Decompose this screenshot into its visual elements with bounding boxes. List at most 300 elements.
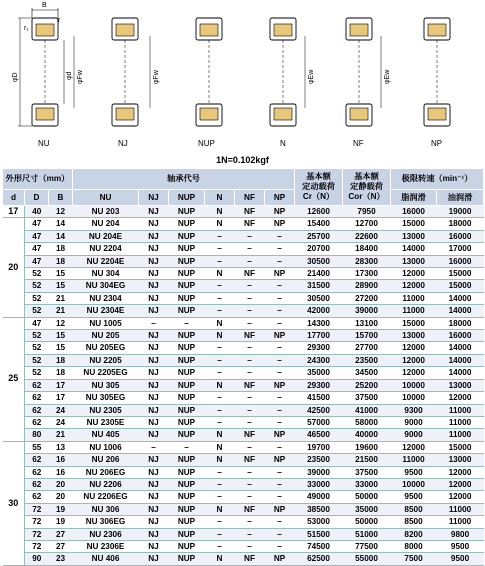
- cell-nf: –: [235, 416, 265, 428]
- cell-n: N: [205, 429, 235, 441]
- cell-cr: 20700: [295, 243, 343, 255]
- cell-grease: 13000: [391, 230, 437, 242]
- caption-nu: NU: [38, 139, 50, 148]
- cell-grease: 12000: [391, 342, 437, 354]
- table-row: [3, 528, 484, 540]
- bearing-section-diagrams: [0, 0, 485, 160]
- cell-cor: 41000: [343, 404, 391, 416]
- table-row: [3, 454, 484, 466]
- cell-np: NP: [265, 330, 295, 342]
- cell-grease: 11000: [391, 292, 437, 304]
- cell-nu: NU 204E: [73, 230, 139, 242]
- label-b: B: [42, 2, 47, 9]
- cell-nup: NUP: [169, 466, 205, 478]
- cell-n: –: [205, 354, 235, 366]
- table-row: [3, 367, 484, 379]
- cell-oil: 14000: [437, 367, 484, 379]
- cell-cor: 55000: [343, 553, 391, 565]
- cell-np: NP: [265, 379, 295, 391]
- header-nu: NU: [73, 190, 139, 206]
- cell-cr: 29300: [295, 379, 343, 391]
- cell-n: N: [205, 218, 235, 230]
- cell-grease: 12000: [391, 367, 437, 379]
- cell-nup: NUP: [169, 454, 205, 466]
- cell-nf: –: [235, 367, 265, 379]
- table-row: [3, 354, 484, 366]
- cell-B: 12: [49, 206, 73, 218]
- cell-grease: 8000: [391, 540, 437, 552]
- caption-np: NP: [431, 139, 443, 148]
- caption-nup: NUP: [198, 139, 215, 148]
- cell-B: 14: [49, 230, 73, 242]
- cell-B: 23: [49, 553, 73, 565]
- cell-cr: 29300: [295, 342, 343, 354]
- cell-nf: –: [235, 540, 265, 552]
- cell-nj: NJ: [139, 280, 169, 292]
- cell-D: 47: [25, 243, 49, 255]
- cell-np: –: [265, 317, 295, 329]
- cell-nj: NJ: [139, 454, 169, 466]
- cell-cor: 15700: [343, 330, 391, 342]
- cell-nu: NU 305EG: [73, 392, 139, 404]
- cell-oil: 11000: [437, 416, 484, 428]
- cell-nf: –: [235, 305, 265, 317]
- cell-oil: 15000: [437, 441, 484, 453]
- cell-np: –: [265, 516, 295, 528]
- cell-grease: 12000: [391, 280, 437, 292]
- header-nup: NUP: [169, 190, 205, 206]
- cell-cor: 37500: [343, 466, 391, 478]
- cell-grease: 12000: [391, 354, 437, 366]
- table-row: [3, 516, 484, 528]
- cell-n: –: [205, 528, 235, 540]
- table-row: [3, 218, 484, 230]
- cell-cr: 17700: [295, 330, 343, 342]
- table-row: [3, 342, 484, 354]
- cell-np: –: [265, 354, 295, 366]
- cell-nf: –: [235, 528, 265, 540]
- cell-cor: 33000: [343, 478, 391, 490]
- cell-np: –: [265, 243, 295, 255]
- cell-n: N: [205, 268, 235, 280]
- cell-bore-d: 17: [3, 206, 25, 218]
- cell-B: 27: [49, 540, 73, 552]
- table-row: [3, 404, 484, 416]
- cell-np: –: [265, 528, 295, 540]
- cell-nup: NUP: [169, 553, 205, 565]
- cell-nu: NU 306: [73, 503, 139, 515]
- cell-n: N: [205, 454, 235, 466]
- cell-cor: 7950: [343, 206, 391, 218]
- cell-B: 19: [49, 503, 73, 515]
- cell-nf: –: [235, 230, 265, 242]
- header-codes: 轴承代号: [73, 169, 295, 190]
- cell-cor: 50000: [343, 516, 391, 528]
- cell-nj: NJ: [139, 416, 169, 428]
- cell-grease: 9000: [391, 416, 437, 428]
- diagram-nu: [12, 2, 84, 148]
- cell-nu: NU 406: [73, 553, 139, 565]
- cell-oil: 18000: [437, 317, 484, 329]
- cell-nu: NU 2304: [73, 292, 139, 304]
- table-row: [3, 255, 484, 267]
- cell-oil: 9500: [437, 553, 484, 565]
- cell-cr: 19700: [295, 441, 343, 453]
- cell-np: NP: [265, 429, 295, 441]
- cell-nf: –: [235, 255, 265, 267]
- cell-B: 15: [49, 330, 73, 342]
- cell-cor: 18400: [343, 243, 391, 255]
- cell-grease: 10000: [391, 478, 437, 490]
- cell-oil: 17000: [437, 243, 484, 255]
- cell-oil: 14000: [437, 354, 484, 366]
- cell-np: –: [265, 540, 295, 552]
- cell-grease: 8200: [391, 528, 437, 540]
- cell-nu: NU 2306E: [73, 540, 139, 552]
- cell-D: 47: [25, 255, 49, 267]
- cell-oil: 11000: [437, 503, 484, 515]
- label-phi-ew-n: φEw: [308, 69, 315, 84]
- cell-B: 24: [49, 416, 73, 428]
- cell-nf: NF: [235, 268, 265, 280]
- cell-grease: 13000: [391, 255, 437, 267]
- cell-bore-d: 20: [3, 218, 25, 317]
- cell-cor: 50000: [343, 491, 391, 503]
- cell-nup: NUP: [169, 268, 205, 280]
- cell-bore-d: 25: [3, 317, 25, 441]
- cell-nj: NJ: [139, 243, 169, 255]
- cell-cor: 12700: [343, 218, 391, 230]
- cell-np: –: [265, 342, 295, 354]
- cell-B: 16: [49, 466, 73, 478]
- label-r: r: [58, 17, 61, 24]
- cell-D: 80: [25, 429, 49, 441]
- table-row: [3, 429, 484, 441]
- cell-grease: 9500: [391, 491, 437, 503]
- cell-nf: NF: [235, 206, 265, 218]
- cell-D: 72: [25, 528, 49, 540]
- cell-D: 72: [25, 516, 49, 528]
- cell-np: –: [265, 230, 295, 242]
- cell-nf: NF: [235, 218, 265, 230]
- cell-grease: 11000: [391, 454, 437, 466]
- header-cr: [295, 169, 343, 206]
- cell-np: NP: [265, 503, 295, 515]
- cell-cor: 34500: [343, 367, 391, 379]
- cell-nf: NF: [235, 379, 265, 391]
- cell-nu: NU 206EG: [73, 466, 139, 478]
- cell-n: –: [205, 416, 235, 428]
- cell-nj: NJ: [139, 503, 169, 515]
- cell-cr: 53000: [295, 516, 343, 528]
- cell-n: –: [205, 342, 235, 354]
- cell-nf: –: [235, 491, 265, 503]
- cell-nj: NJ: [139, 516, 169, 528]
- header-cor-line1: 基本额: [354, 172, 379, 181]
- cell-cr: 57000: [295, 416, 343, 428]
- cell-nup: NUP: [169, 491, 205, 503]
- cell-np: NP: [265, 268, 295, 280]
- cell-cr: 46500: [295, 429, 343, 441]
- cell-nup: NUP: [169, 503, 205, 515]
- cell-oil: 16000: [437, 330, 484, 342]
- cell-cr: 30500: [295, 255, 343, 267]
- caption-nf: NF: [353, 139, 364, 148]
- cell-B: 18: [49, 243, 73, 255]
- cell-cor: 37500: [343, 392, 391, 404]
- cell-cr: 31500: [295, 280, 343, 292]
- cell-cor: 40000: [343, 429, 391, 441]
- cell-n: N: [205, 206, 235, 218]
- cell-np: –: [265, 392, 295, 404]
- cell-B: 19: [49, 516, 73, 528]
- cell-nu: NU 304EG: [73, 280, 139, 292]
- cell-grease: 9300: [391, 404, 437, 416]
- cell-cor: 25200: [343, 379, 391, 391]
- cell-D: 62: [25, 404, 49, 416]
- cell-nf: –: [235, 441, 265, 453]
- cell-cr: 15400: [295, 218, 343, 230]
- header-cor-line3: Cor（N）: [348, 192, 385, 201]
- cell-nj: NJ: [139, 230, 169, 242]
- cell-D: 72: [25, 503, 49, 515]
- cell-B: 20: [49, 478, 73, 490]
- cell-nf: –: [235, 354, 265, 366]
- cell-nj: NJ: [139, 218, 169, 230]
- cell-D: 52: [25, 268, 49, 280]
- cell-nup: NUP: [169, 292, 205, 304]
- cell-cor: 17300: [343, 268, 391, 280]
- cell-grease: 14000: [391, 243, 437, 255]
- table-row: [3, 268, 484, 280]
- cell-np: –: [265, 491, 295, 503]
- header-nf: NF: [235, 190, 265, 206]
- cell-B: 17: [49, 379, 73, 391]
- cell-D: 47: [25, 317, 49, 329]
- cell-nup: NUP: [169, 429, 205, 441]
- cell-nu: NU 304: [73, 268, 139, 280]
- cell-nj: NJ: [139, 367, 169, 379]
- cell-cr: 35000: [295, 367, 343, 379]
- cell-B: 21: [49, 429, 73, 441]
- table-body: [3, 206, 484, 566]
- cell-nup: NUP: [169, 404, 205, 416]
- cell-cr: 74500: [295, 540, 343, 552]
- cell-nu: NU 2205EG: [73, 367, 139, 379]
- cell-nj: NJ: [139, 528, 169, 540]
- table-row: [3, 540, 484, 552]
- cell-nup: NUP: [169, 255, 205, 267]
- cell-grease: 9500: [391, 466, 437, 478]
- header-n: N: [205, 190, 235, 206]
- table-row: [3, 491, 484, 503]
- cell-D: 62: [25, 466, 49, 478]
- cell-D: 47: [25, 230, 49, 242]
- cell-oil: 12000: [437, 491, 484, 503]
- cell-grease: 15000: [391, 218, 437, 230]
- header-speed: 极限转速（min⁻¹）: [391, 169, 484, 190]
- label-phi-fw: φFw: [77, 70, 84, 84]
- header-cr-line3: Cr（N）: [302, 192, 335, 201]
- cell-n: –: [205, 230, 235, 242]
- cell-cor: 28300: [343, 255, 391, 267]
- cell-n: N: [205, 553, 235, 565]
- cell-n: –: [205, 255, 235, 267]
- cell-oil: 16000: [437, 230, 484, 242]
- cell-nf: –: [235, 516, 265, 528]
- cell-cr: 23500: [295, 454, 343, 466]
- cell-nup: NUP: [169, 379, 205, 391]
- cell-D: 47: [25, 218, 49, 230]
- cell-nup: NUP: [169, 243, 205, 255]
- cell-np: –: [265, 255, 295, 267]
- cell-n: –: [205, 292, 235, 304]
- cell-nj: NJ: [139, 553, 169, 565]
- cell-grease: 11000: [391, 305, 437, 317]
- cell-nup: NUP: [169, 218, 205, 230]
- cell-nu: NU 2305: [73, 404, 139, 416]
- cell-nup: NUP: [169, 305, 205, 317]
- cell-cr: 25700: [295, 230, 343, 242]
- cell-nf: –: [235, 404, 265, 416]
- cell-n: N: [205, 503, 235, 515]
- cell-nup: NUP: [169, 528, 205, 540]
- table-row: [3, 330, 484, 342]
- header-dims: 外形尺寸（mm）: [3, 169, 73, 190]
- cell-oil: 16000: [437, 255, 484, 267]
- cell-np: NP: [265, 553, 295, 565]
- cell-nup: NUP: [169, 392, 205, 404]
- cell-nf: –: [235, 392, 265, 404]
- cell-nup: –: [169, 441, 205, 453]
- header-cor: [343, 169, 391, 206]
- cell-D: 62: [25, 454, 49, 466]
- cell-cr: 39000: [295, 466, 343, 478]
- cell-nf: –: [235, 317, 265, 329]
- cell-D: 62: [25, 379, 49, 391]
- cell-oil: 14000: [437, 292, 484, 304]
- cell-nu: NU 205EG: [73, 342, 139, 354]
- cell-grease: 16000: [391, 206, 437, 218]
- table-row: [3, 280, 484, 292]
- cell-nf: –: [235, 243, 265, 255]
- cell-cr: 49000: [295, 491, 343, 503]
- cell-nj: NJ: [139, 292, 169, 304]
- cell-D: 52: [25, 330, 49, 342]
- cell-np: –: [265, 292, 295, 304]
- table-row: [3, 379, 484, 391]
- cell-n: –: [205, 466, 235, 478]
- cell-cor: 21500: [343, 454, 391, 466]
- cell-oil: 13000: [437, 379, 484, 391]
- cell-np: NP: [265, 206, 295, 218]
- cell-nu: NU 2205: [73, 354, 139, 366]
- header-cor-line2: 定静载荷: [350, 182, 383, 191]
- cell-D: 40: [25, 206, 49, 218]
- cell-oil: 12000: [437, 466, 484, 478]
- cell-cr: 41500: [295, 392, 343, 404]
- cell-nj: NJ: [139, 354, 169, 366]
- cell-nj: NJ: [139, 429, 169, 441]
- cell-D: 52: [25, 280, 49, 292]
- cell-cr: 38500: [295, 503, 343, 515]
- cell-B: 18: [49, 354, 73, 366]
- cell-cr: 14300: [295, 317, 343, 329]
- cell-grease: 8500: [391, 516, 437, 528]
- cell-nu: NU 306EG: [73, 516, 139, 528]
- cell-D: 62: [25, 491, 49, 503]
- cell-nup: NUP: [169, 342, 205, 354]
- cell-nu: NU 2206: [73, 478, 139, 490]
- header-nj: NJ: [139, 190, 169, 206]
- cell-n: –: [205, 243, 235, 255]
- cell-B: 24: [49, 404, 73, 416]
- cell-nu: NU 1006: [73, 441, 139, 453]
- cell-nf: NF: [235, 553, 265, 565]
- cell-oil: 15000: [437, 268, 484, 280]
- cell-D: 52: [25, 292, 49, 304]
- cell-cr: 21400: [295, 268, 343, 280]
- cell-cor: 22600: [343, 230, 391, 242]
- cell-nj: NJ: [139, 478, 169, 490]
- cell-B: 15: [49, 342, 73, 354]
- cell-nj: NJ: [139, 305, 169, 317]
- cell-cor: 27700: [343, 342, 391, 354]
- cell-grease: 13000: [391, 330, 437, 342]
- cell-n: N: [205, 317, 235, 329]
- cell-n: –: [205, 367, 235, 379]
- cell-nf: –: [235, 342, 265, 354]
- cell-cr: 51500: [295, 528, 343, 540]
- cell-D: 52: [25, 305, 49, 317]
- table-row: [3, 292, 484, 304]
- cell-grease: 8500: [391, 503, 437, 515]
- cell-cor: 23500: [343, 354, 391, 366]
- table-row: [3, 478, 484, 490]
- cell-cor: 13100: [343, 317, 391, 329]
- cell-nu: NU 2306: [73, 528, 139, 540]
- cell-grease: 10000: [391, 392, 437, 404]
- cell-nf: NF: [235, 429, 265, 441]
- cell-n: –: [205, 404, 235, 416]
- label-phi-d-inner: φd: [66, 71, 73, 80]
- cell-nup: NUP: [169, 230, 205, 242]
- header-oil: 油润滑: [437, 190, 484, 206]
- cell-nup: NUP: [169, 478, 205, 490]
- cell-cr: 42000: [295, 305, 343, 317]
- cell-cor: 77500: [343, 540, 391, 552]
- cell-D: 52: [25, 367, 49, 379]
- cell-oil: 14000: [437, 305, 484, 317]
- cell-n: –: [205, 478, 235, 490]
- cell-oil: 13000: [437, 454, 484, 466]
- cell-grease: 9000: [391, 429, 437, 441]
- cell-nu: NU 2206EG: [73, 491, 139, 503]
- cell-n: –: [205, 280, 235, 292]
- cell-D: 90: [25, 553, 49, 565]
- cell-nf: –: [235, 292, 265, 304]
- cell-D: 55: [25, 441, 49, 453]
- bearing-spec-table: [2, 168, 484, 566]
- cell-nf: –: [235, 280, 265, 292]
- cell-D: 52: [25, 342, 49, 354]
- cell-nj: –: [139, 441, 169, 453]
- cell-n: N: [205, 330, 235, 342]
- cell-cor: 19600: [343, 441, 391, 453]
- cell-nup: NUP: [169, 540, 205, 552]
- header-grease: 脂润滑: [391, 190, 437, 206]
- cell-cor: 28900: [343, 280, 391, 292]
